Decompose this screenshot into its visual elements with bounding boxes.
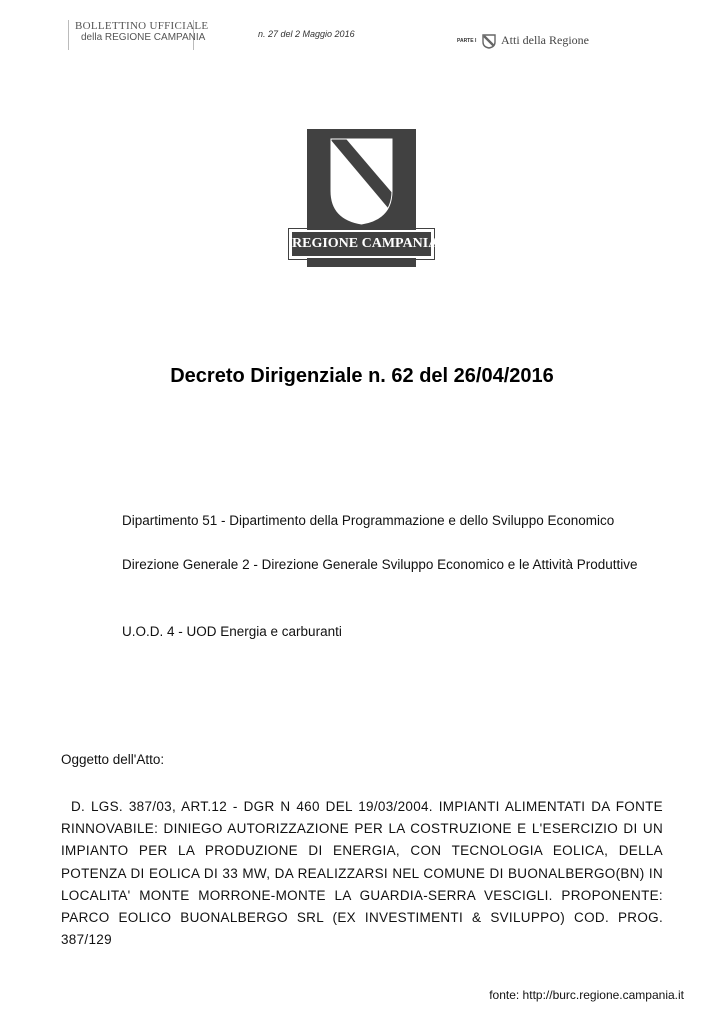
issue-number: n. 27 del 2 Maggio 2016	[258, 29, 355, 39]
oggetto-label: Oggetto dell'Atto:	[61, 752, 165, 767]
bollettino-subtitle: della REGIONE CAMPANIA	[81, 32, 206, 43]
bollettino-masthead	[68, 20, 209, 50]
page-title: Decreto Dirigenziale n. 62 del 26/04/2016	[170, 365, 554, 387]
oggetto-text: D. LGS. 387/03, ART.12 - DGR N 460 DEL 19/03/2004. IMPIANTI ALIMENTATI DA FONTE RINNOVABILE: DINIEGO AUTORIZZAZIONE PER LA COSTRUZIONE E L'ESERCIZIO DI UN IMPIANTO PER LA PRODUZIONE DI ENERGIA, CON TECNOLOGIA EOLICA, DELLA POTENZA DI EOLICA DI 33 MW, DA REALIZZARSI NEL COMUNE DI BUONALBERGO(BN) IN LOCALITA' MONTE MORRONE-MONTE LA GUARDIA-SERRA VESCIGLI. PROPONENTE: PARCO EOLICO BUONALBERGO SRL (EX INVESTIMENTI & SVILUPPO) COD. PROG. 387/129	[61, 799, 663, 948]
parte-section-header	[454, 32, 644, 50]
parte-section-title: Atti della Regione	[501, 33, 589, 47]
parte-label: PARTE I	[457, 38, 477, 44]
regione-campania-logo	[292, 129, 439, 267]
dipartimento-line: Dipartimento 51 - Dipartimento della Programmazione e dello Sviluppo Economico	[122, 513, 615, 528]
logo-caption: REGIONE CAMPANIA	[290, 230, 433, 258]
bollettino-title: BOLLETTINO UFFICIALE	[75, 20, 209, 32]
source-footer: fonte: http://burc.regione.campania.it	[489, 988, 684, 1002]
direzione-line: Direzione Generale 2 - Direzione Generale Sviluppo Economico e le Attività Produttive	[122, 557, 638, 572]
uod-line: U.O.D. 4 - UOD Energia e carburanti	[122, 624, 342, 639]
region-emblem-icon	[481, 33, 497, 49]
coat-of-arms-icon	[307, 129, 416, 229]
